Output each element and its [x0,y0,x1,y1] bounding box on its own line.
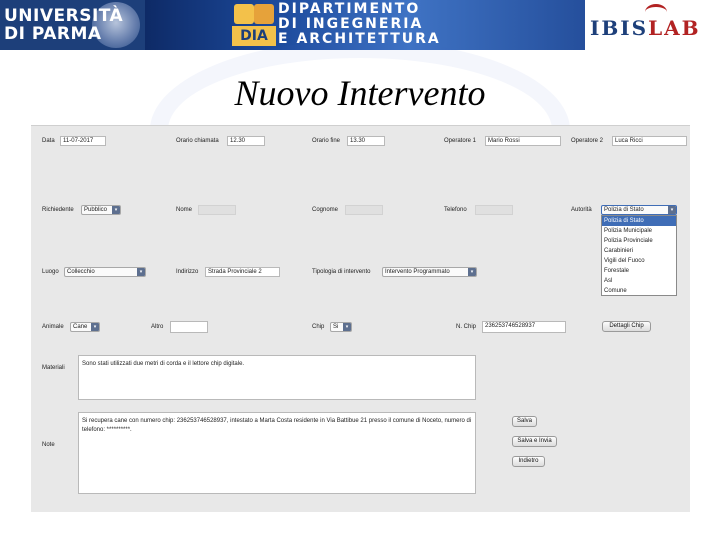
chip-label: Chip [312,324,325,330]
cognome-field[interactable] [345,205,383,215]
department-line1: DIPARTIMENTO [278,1,421,17]
chip-select[interactable] [330,322,352,332]
department-line3: E ARCHITETTURA [278,31,441,47]
chevron-down-icon: ▾ [91,323,99,331]
nome-field[interactable] [198,205,236,215]
dropdown-option[interactable]: Polizia Municipale [604,228,653,234]
autorita-value: Polizia di Stato [604,207,644,213]
indirizzo-label: Indirizzo [176,269,199,275]
slide-title: Nuovo Intervento [234,73,486,113]
richiedente-value: Pubblico [84,207,108,213]
autorita-label: Autorità [571,207,592,213]
richiedente-select[interactable] [81,205,121,215]
operatore1-label: Operatore 1 [444,138,477,144]
dettagli-chip-button[interactable]: Dettagli Chip [602,321,651,332]
materiali-label: Materiali [42,365,65,371]
operatore1-field[interactable]: Mario Rossi [485,136,561,146]
animale-select[interactable] [70,322,100,332]
telefono-label: Telefono [444,207,467,213]
richiedente-label: Richiedente [42,207,74,213]
orario-fine-label: Orario fine [312,138,341,144]
chip-value: Si [333,324,339,330]
autorita-dropdown-list [601,215,677,296]
data-field[interactable]: 11-07-2017 [60,136,106,146]
indirizzo-field[interactable]: Strada Provinciale 2 [205,267,280,277]
tipologia-select[interactable] [382,267,477,277]
dropdown-option[interactable]: Polizia Provinciale [604,238,653,244]
luogo-value: Collecchio [67,269,95,275]
orario-chiamata-field[interactable]: 12.30 [227,136,265,146]
dia-abbr: DIA [232,26,276,46]
cognome-label: Cognome [312,207,339,213]
materiali-textarea[interactable]: Sono stati utilizzati due metri di corda e il lettore chip digitale. [78,355,476,400]
ibislab-part1: IBIS [590,16,649,40]
dropdown-option[interactable]: Polizia di Stato [602,216,676,226]
university-name-line2: DI PARMA [4,24,102,44]
tipologia-label: Tipologia di intervento [312,269,371,275]
nome-label: Nome [176,207,193,213]
dropdown-option[interactable]: Comune [604,288,627,294]
salva-e-invia-button[interactable]: Salva e Invia [512,436,557,447]
data-label: Data [42,138,55,144]
orario-chiamata-label: Orario chiamata [176,138,219,144]
altro-label: Altro [151,324,164,330]
n-chip-label: N. Chip [456,324,477,330]
note-textarea[interactable]: Si recupera cane con numero chip: 236253746528937, intestato a Marta Costa residente in Via Battibue 21 presso il comune di Noceto, numero di telefono: **********. [78,412,476,494]
luogo-select[interactable] [64,267,146,277]
university-logo [0,0,145,50]
dropdown-option[interactable]: Forestale [604,268,630,274]
ibislab-part2: LAB [648,16,701,40]
chevron-down-icon: ▾ [468,268,476,276]
animale-label: Animale [42,324,64,330]
tipologia-value: Intervento Programmato [385,269,450,275]
animale-value: Cane [73,324,88,330]
department-line2: DI INGEGNERIA [278,16,424,32]
dropdown-option[interactable]: Carabinieri [604,248,634,254]
n-chip-field[interactable]: 236253746528937 [482,321,566,333]
chevron-down-icon: ▾ [343,323,351,331]
altro-field[interactable] [170,321,208,333]
university-name-line1: UNIVERSITÀ [4,6,124,26]
chevron-down-icon: ▾ [137,268,145,276]
indietro-button[interactable]: Indietro [512,456,545,467]
salva-button[interactable]: Salva [512,416,537,427]
luogo-label: Luogo [42,269,59,275]
operatore2-field[interactable]: Luca Ricci [612,136,687,146]
note-label: Note [42,442,55,448]
operatore2-label: Operatore 2 [571,138,604,144]
chevron-down-icon: ▾ [112,206,120,214]
dropdown-option[interactable]: Asl [604,278,613,284]
chevron-down-icon: ▾ [668,206,676,214]
telefono-field[interactable] [475,205,513,215]
ibislab-logo [590,16,701,40]
autorita-select[interactable] [601,205,677,215]
dropdown-option[interactable]: Vigili del Fuoco [604,258,645,264]
orario-fine-field[interactable]: 13.30 [347,136,385,146]
